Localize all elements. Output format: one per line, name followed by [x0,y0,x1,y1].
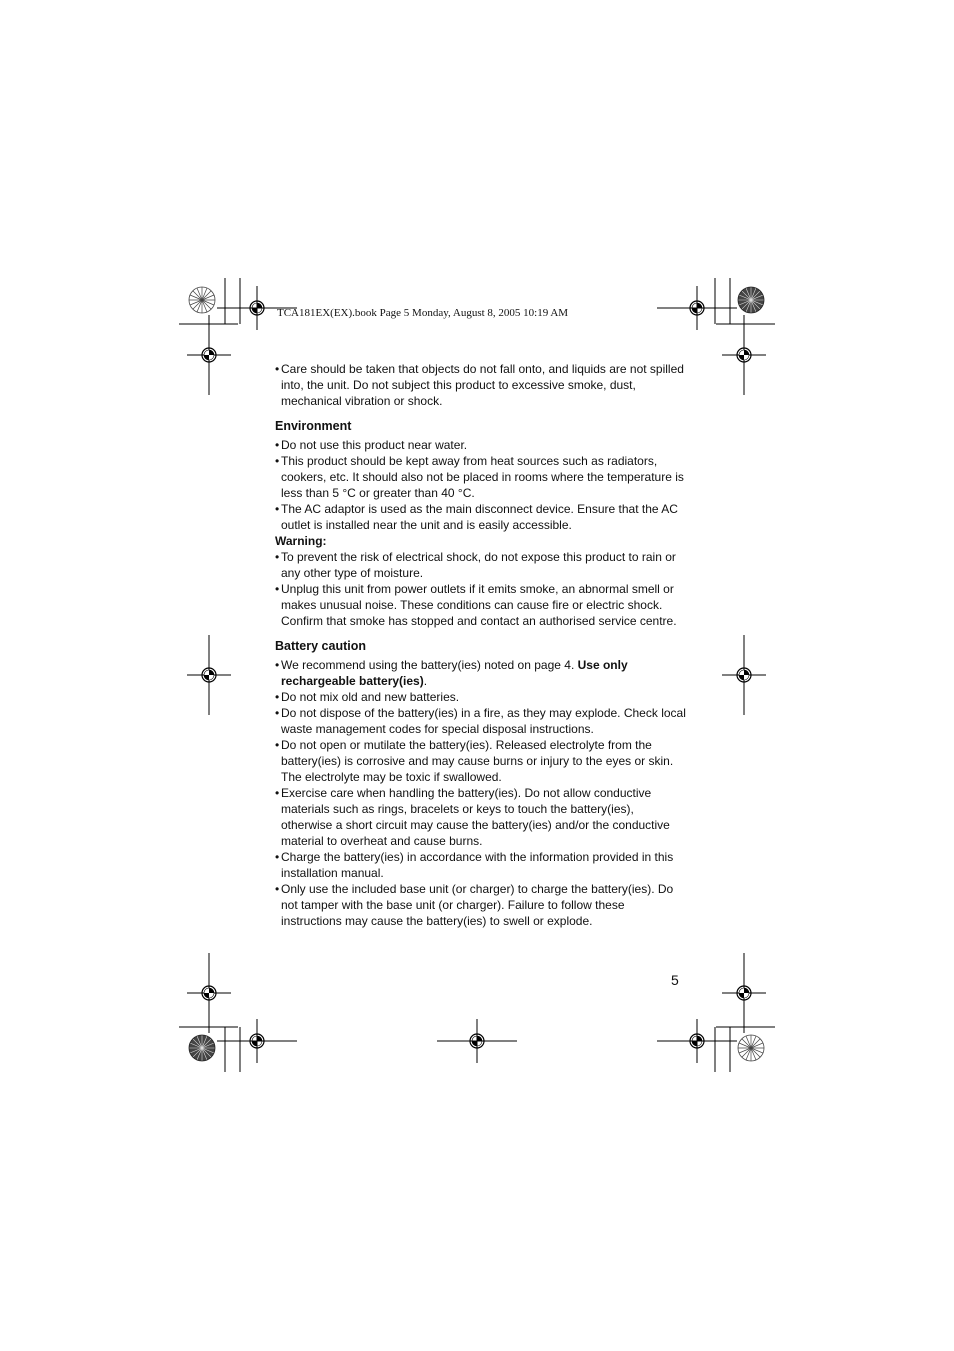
intro-list [275,361,687,409]
print-info-header: TCA181EX(EX).book Page 5 Monday, August 8, 2005 10:19 AM [277,307,569,319]
list-item [275,657,687,689]
battery-list [275,657,687,929]
list-item: • Do not open or mutilate the battery(ies). Released electrolyte from the battery(ies) is corrosive and may cause burns or injury to the eyes or skin. The electrolyte may be toxic if swallowed. [275,737,687,785]
list-item: • Do not mix old and new batteries. [275,689,687,705]
list-item: • Care should be taken that objects do not fall onto, and liquids are not spilled into, the unit. Do not subject this product to excessive smoke, dust, mechanical vibration or shock. [275,361,687,409]
list-item: • To prevent the risk of electrical shock, do not expose this product to rain or any other type of moisture. [275,549,687,581]
warning-label: Warning: [275,534,327,548]
list-item: • Unplug this unit from power outlets if it emits smoke, an abnormal smell or makes unusual noise. These conditions can cause fire or electric shock. Confirm that smoke has stopped and contact an authorised service centre. [275,581,687,629]
environment-heading: Environment [275,419,352,433]
battery-first-item-end: . [423,674,428,688]
list-item: • Do not use this product near water. [275,437,687,453]
battery-caution-heading: Battery caution [275,639,366,653]
environment-list [275,437,687,533]
list-item: • Exercise care when handling the battery(ies). Do not allow conductive materials such as rings, bracelets or keys to touch the battery(ies), otherwise a short circuit may cause the battery(ies) and/or the conductive material to overheat and cause burns. [275,785,687,849]
warning-list [275,549,687,629]
list-item: • Only use the included base unit (or charger) to charge the battery(ies). Do not tamper with the base unit (or charger). Failure to follow these instructions may cause the battery(ies) to swell or explode. [275,881,687,929]
page-number: 5 [671,972,679,988]
page-content [275,361,687,929]
battery-first-item-bold: Use only rechargeable battery(ies) [281,658,628,688]
list-item: • Do not dispose of the battery(ies) in a fire, as they may explode. Check local waste management codes for special disposal instructions. [275,705,687,737]
list-item: • The AC adaptor is used as the main disconnect device. Ensure that the AC outlet is installed near the unit and is easily accessible. [275,501,687,533]
list-item: • This product should be kept away from heat sources such as radiators, cookers, etc. It should also not be placed in rooms where the temperature is less than 5 °C or greater than 40 °C. [275,453,687,501]
list-item: • Charge the battery(ies) in accordance with the information provided in this installation manual. [275,849,687,881]
battery-first-item-text: We recommend using the battery(ies) noted on page 4. [281,658,578,672]
